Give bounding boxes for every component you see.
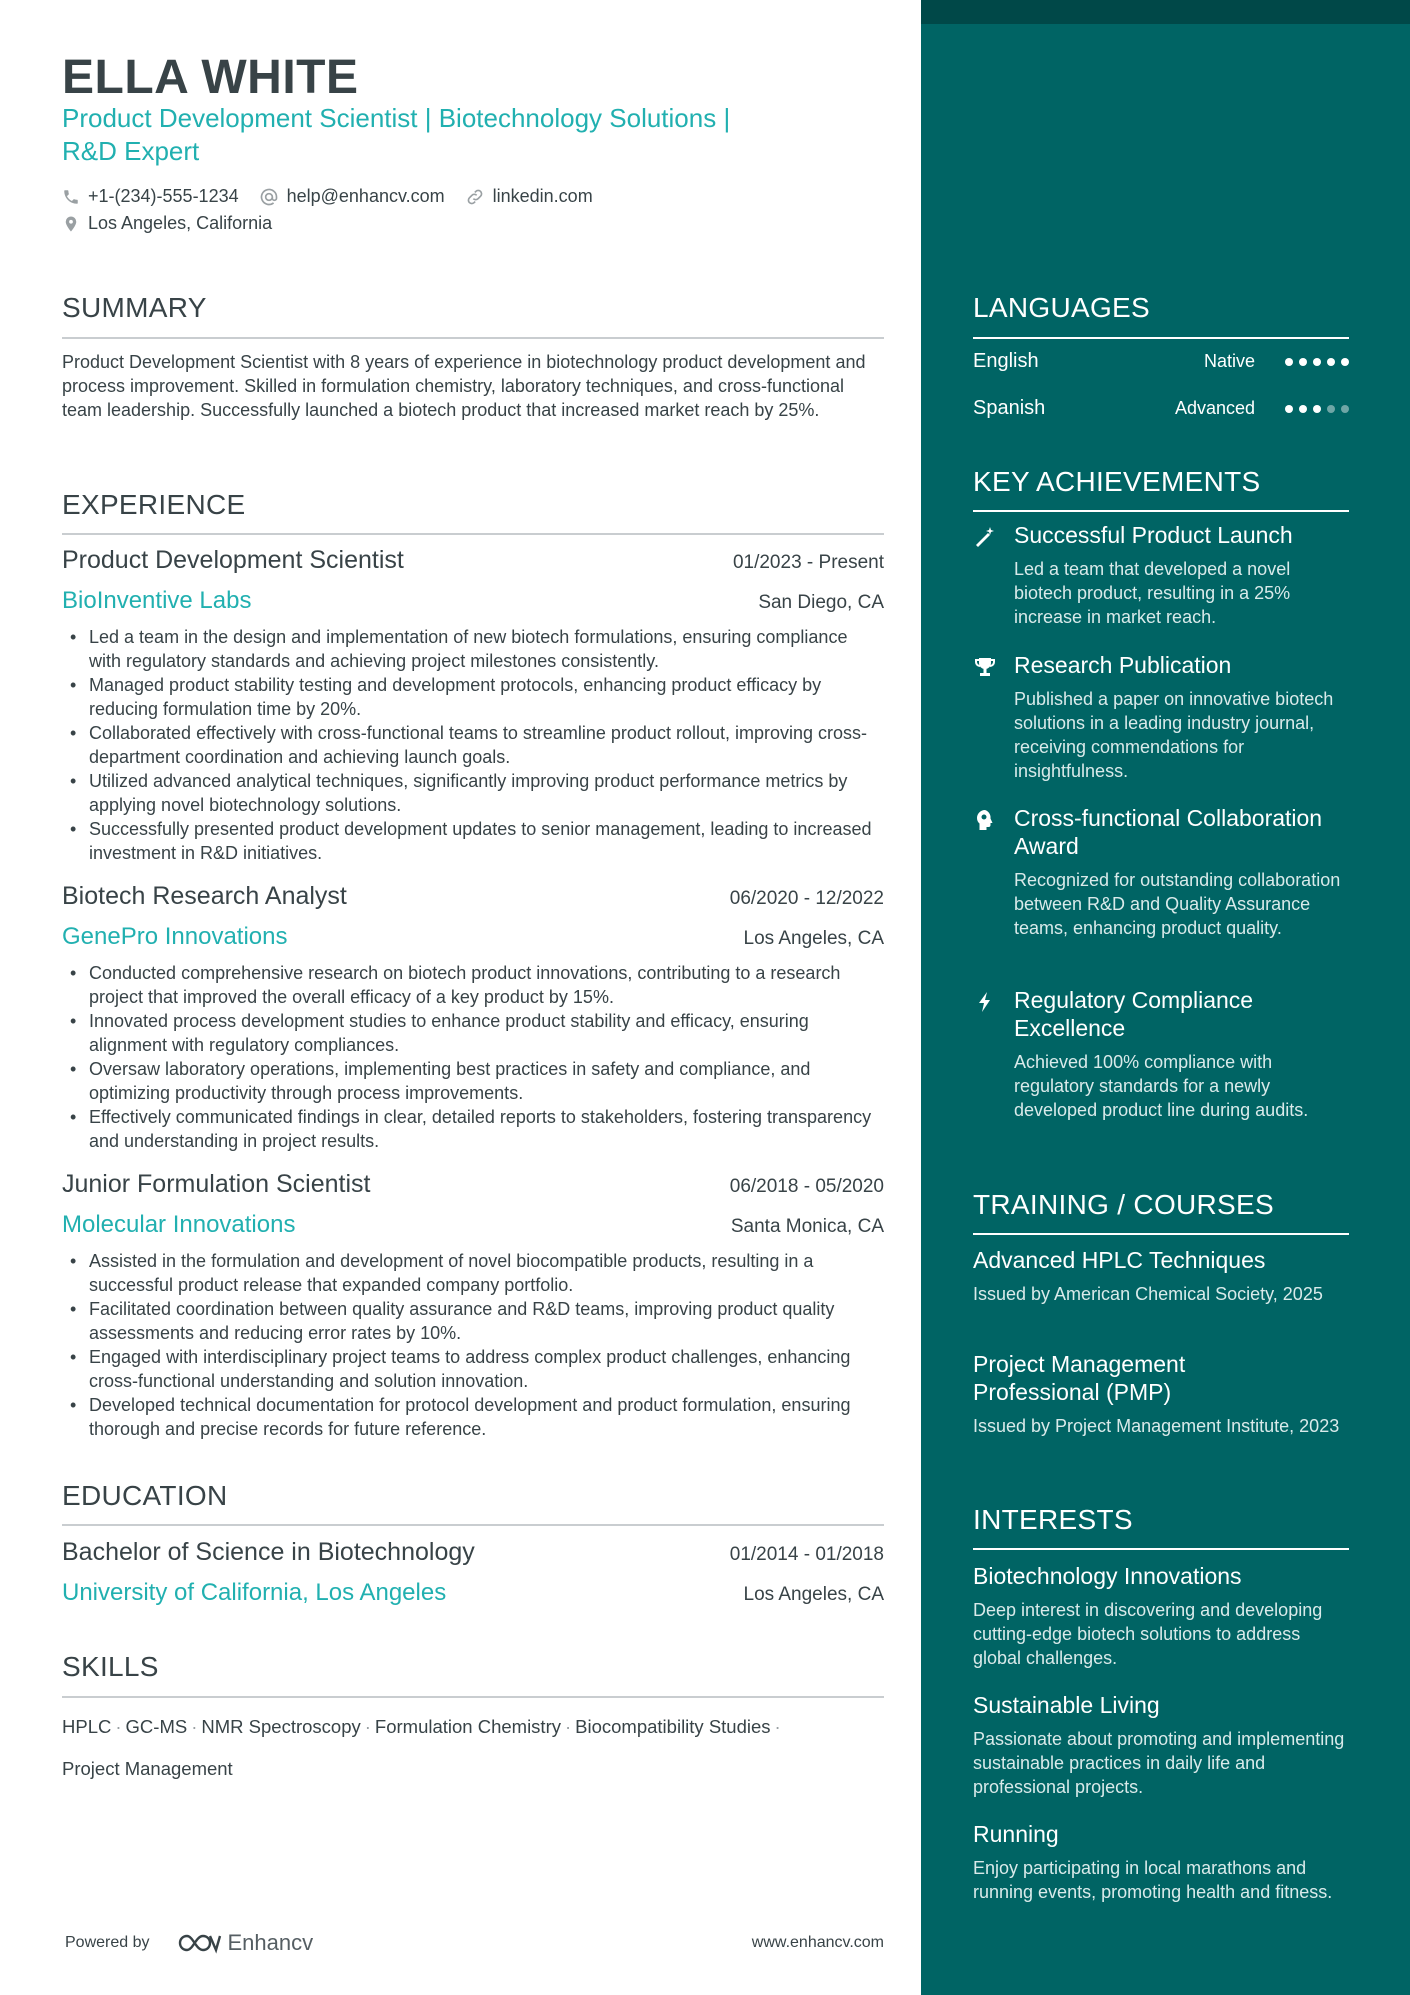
proficiency-dots bbox=[1279, 358, 1349, 366]
proficiency-dot-filled bbox=[1341, 358, 1349, 366]
interest-description: Enjoy participating in local marathons and running events, promoting health and fitness. bbox=[973, 1858, 1333, 1902]
interest-title: Sustainable Living bbox=[973, 1692, 1160, 1718]
skill-item: NMR Spectroscopy bbox=[201, 1716, 361, 1737]
sidebar-top-band bbox=[921, 0, 1410, 24]
school: University of California, Los Angeles bbox=[62, 1579, 447, 1606]
job-company: GenePro Innovations bbox=[62, 923, 288, 950]
interest-description: Passionate about promoting and implementing sustainable practices in daily life and professional projects. bbox=[973, 1729, 1345, 1797]
interests-divider bbox=[973, 1548, 1349, 1550]
proficiency-dot-filled bbox=[1327, 358, 1335, 366]
training-item bbox=[973, 1246, 1349, 1306]
education-location: Los Angeles, CA bbox=[743, 1584, 884, 1605]
skill-item: GC-MS bbox=[125, 1716, 188, 1737]
proficiency-dot-filled bbox=[1285, 405, 1293, 413]
enhancv-logo[interactable] bbox=[176, 1930, 314, 1956]
interest-item bbox=[973, 1562, 1349, 1670]
job-location: San Diego, CA bbox=[758, 592, 884, 613]
training-issuer: Issued by American Chemical Society, 2025 bbox=[973, 1284, 1323, 1304]
language-name: English bbox=[973, 350, 1039, 372]
experience-divider bbox=[62, 533, 884, 535]
skill-item: Biocompatibility Studies bbox=[575, 1716, 771, 1737]
interest-item bbox=[973, 1691, 1349, 1799]
headline bbox=[62, 102, 822, 168]
job-bullet: • Oversaw laboratory operations, implementing best practices in safety and compliance, and optimizing productivity through process improvements. bbox=[62, 1057, 884, 1105]
job-bullet: • Facilitated coordination between quality assurance and R&D teams, improving product quality assessments and reducing error rates by 10%. bbox=[62, 1297, 884, 1345]
education-entry bbox=[62, 1538, 884, 1607]
training-name: Project Management Professional (PMP) bbox=[973, 1351, 1186, 1405]
job-dates: 06/2020 - 12/2022 bbox=[729, 888, 884, 909]
achievement-item bbox=[973, 986, 1349, 1122]
experience-title: EXPERIENCE bbox=[62, 489, 246, 520]
skill-separator: · bbox=[774, 1716, 781, 1737]
job-entry-2 bbox=[62, 882, 884, 1153]
email-contact[interactable] bbox=[259, 186, 445, 207]
achievement-item bbox=[973, 521, 1349, 629]
language-name: Spanish bbox=[973, 397, 1046, 419]
interests-title: INTERESTS bbox=[973, 1504, 1133, 1535]
training-item bbox=[973, 1350, 1349, 1438]
job-bullet: • Led a team in the design and implementation of new biotech formulations, ensuring compliance with regulatory standards and achieving project milestones consistently. bbox=[62, 625, 884, 673]
interest-title: Biotechnology Innovations bbox=[973, 1563, 1242, 1589]
phone-contact[interactable] bbox=[62, 186, 239, 207]
website-link[interactable]: www.enhancv.com bbox=[751, 1934, 884, 1951]
training-title: TRAINING / COURSES bbox=[973, 1189, 1274, 1220]
proficiency-dot-empty bbox=[1327, 405, 1335, 413]
headline-line-2: R&D Expert bbox=[62, 136, 200, 166]
job-bullet: • Engaged with interdisciplinary project teams to address complex product challenges, enhancing cross-functional understanding and solution innovation. bbox=[62, 1345, 884, 1393]
skill-item: HPLC bbox=[62, 1716, 112, 1737]
job-dates: 01/2023 - Present bbox=[732, 552, 884, 573]
sidebar bbox=[921, 0, 1410, 1995]
achievement-description: Led a team that developed a novel biotech product, resulting in a 25% increase in market reach. bbox=[1014, 559, 1291, 627]
skill-separator: · bbox=[364, 1716, 371, 1737]
headline-line-1: Product Development Scientist | Biotechnology Solutions | bbox=[62, 103, 731, 133]
skills-list bbox=[62, 1706, 884, 1790]
summary-title: SUMMARY bbox=[62, 292, 207, 323]
link-icon bbox=[465, 187, 485, 207]
job-bullet: • Innovated process development studies to enhance product stability and efficacy, ensuring alignment with regulatory compliances. bbox=[62, 1009, 884, 1057]
skill-separator: · bbox=[191, 1716, 198, 1737]
job-bullet: • Managed product stability testing and development protocols, enhancing product efficacy by reducing formulation time by 20%. bbox=[62, 673, 884, 721]
location-row bbox=[62, 213, 292, 234]
job-bullet: • Developed technical documentation for protocol development and product formulation, ensuring thorough and precise records for future reference. bbox=[62, 1393, 884, 1441]
powered-by-label: Powered by bbox=[65, 1934, 150, 1951]
job-bullet: • Conducted comprehensive research on biotech product innovations, contributing to a research project that improved the overall efficacy of a key product by 15%. bbox=[62, 961, 884, 1009]
proficiency-dot-filled bbox=[1299, 358, 1307, 366]
enhancv-wordmark: Enhancv bbox=[227, 1930, 314, 1955]
summary-text: Product Development Scientist with 8 years of experience in biotechnology product development and process improvement. Skilled in formulation chemistry, laboratory techniques, and cross-functional team leadership. Successfully launched a biotech product that increased market reach by 25%. bbox=[62, 352, 866, 420]
training-name: Advanced HPLC Techniques bbox=[973, 1247, 1266, 1273]
enhancv-logo-icon bbox=[176, 1932, 222, 1954]
achievement-description: Recognized for outstanding collaboration between R&D and Quality Assurance teams, enhancing product quality. bbox=[1014, 870, 1341, 938]
degree: Bachelor of Science in Biotechnology bbox=[62, 1538, 475, 1566]
location-text: Los Angeles, California bbox=[88, 213, 273, 233]
job-location: Los Angeles, CA bbox=[743, 928, 884, 949]
linkedin-text: linkedin.com bbox=[492, 186, 593, 206]
proficiency-dot-empty bbox=[1341, 405, 1349, 413]
job-dates: 06/2018 - 05/2020 bbox=[729, 1176, 884, 1197]
job-title: Biotech Research Analyst bbox=[62, 882, 347, 910]
job-bullets bbox=[62, 961, 884, 1153]
proficiency-dot-filled bbox=[1313, 358, 1321, 366]
language-level: Native bbox=[1203, 351, 1255, 371]
job-entry-3 bbox=[62, 1170, 884, 1441]
achievement-title: Regulatory Compliance Excellence bbox=[1014, 987, 1254, 1041]
trophy-icon bbox=[973, 655, 997, 679]
contact-row bbox=[62, 186, 613, 207]
skill-item: Project Management bbox=[62, 1758, 233, 1779]
job-title: Product Development Scientist bbox=[62, 546, 404, 574]
language-row-spanish bbox=[973, 397, 1349, 420]
achievement-description: Achieved 100% compliance with regulatory standards for a newly developed product line during audits. bbox=[1014, 1052, 1309, 1120]
job-location: Santa Monica, CA bbox=[730, 1216, 884, 1237]
proficiency-dot-filled bbox=[1285, 358, 1293, 366]
job-company: Molecular Innovations bbox=[62, 1211, 296, 1238]
summary-divider bbox=[62, 337, 884, 339]
phone-icon bbox=[62, 188, 80, 206]
training-divider bbox=[973, 1233, 1349, 1235]
job-company: BioInventive Labs bbox=[62, 587, 252, 614]
training-issuer: Issued by Project Management Institute, 2023 bbox=[973, 1416, 1340, 1436]
education-title: EDUCATION bbox=[62, 1480, 228, 1511]
achievement-description: Published a paper on innovative biotech solutions in a leading industry journal, receiving commendations for insightfulness. bbox=[1014, 689, 1334, 781]
linkedin-contact[interactable] bbox=[465, 186, 593, 207]
skill-separator: · bbox=[564, 1716, 572, 1737]
job-bullet: • Successfully presented product development updates to senior management, leading to increased investment in R&D initiatives. bbox=[62, 817, 884, 865]
skill-separator: · bbox=[115, 1716, 122, 1737]
language-level: Advanced bbox=[1174, 398, 1255, 418]
interest-title: Running bbox=[973, 1821, 1059, 1847]
footer bbox=[62, 1930, 884, 1956]
at-icon bbox=[259, 187, 279, 207]
job-title: Junior Formulation Scientist bbox=[62, 1170, 371, 1198]
achievement-item bbox=[973, 651, 1349, 783]
interest-item bbox=[973, 1820, 1349, 1904]
job-bullet: • Assisted in the formulation and development of novel biocompatible products, resulting in a successful product release that expanded company portfolio. bbox=[62, 1249, 884, 1297]
education-dates: 01/2014 - 01/2018 bbox=[729, 1544, 884, 1565]
proficiency-dot-filled bbox=[1313, 405, 1321, 413]
job-bullet: • Utilized advanced analytical techniques, significantly improving product performance metrics by applying novel biotechnology solutions. bbox=[62, 769, 884, 817]
proficiency-dots bbox=[1279, 405, 1349, 413]
achievements-title: KEY ACHIEVEMENTS bbox=[973, 466, 1261, 497]
achievement-title: Research Publication bbox=[1014, 652, 1232, 678]
lightning-icon bbox=[973, 990, 997, 1014]
location-contact bbox=[62, 213, 272, 234]
education-divider bbox=[62, 1524, 884, 1526]
languages-title: LANGUAGES bbox=[973, 292, 1150, 323]
job-bullet: • Collaborated effectively with cross-functional teams to streamline product rollout, improving cross-department coordination and achieving launch goals. bbox=[62, 721, 884, 769]
skills-divider bbox=[62, 1696, 884, 1698]
candidate-name: ELLA WHITE bbox=[62, 51, 359, 104]
location-pin-icon bbox=[62, 214, 80, 234]
email-text: help@enhancv.com bbox=[286, 186, 445, 206]
achievement-item bbox=[973, 804, 1349, 940]
job-bullets bbox=[62, 1249, 884, 1441]
magic-wand-icon bbox=[973, 525, 997, 549]
achievement-title: Cross-functional Collaboration Award bbox=[1014, 805, 1323, 859]
interest-description: Deep interest in discovering and developing cutting-edge biotech solutions to address global challenges. bbox=[973, 1600, 1323, 1668]
languages-divider bbox=[973, 337, 1349, 339]
job-bullet: • Effectively communicated findings in clear, detailed reports to stakeholders, fostering transparency and understanding in project results. bbox=[62, 1105, 884, 1153]
language-row-english bbox=[973, 350, 1349, 373]
phone-text: +1-(234)-555-1234 bbox=[88, 186, 239, 206]
job-entry-1 bbox=[62, 546, 884, 865]
brain-icon bbox=[973, 808, 997, 832]
skills-title: SKILLS bbox=[62, 1651, 159, 1682]
proficiency-dot-filled bbox=[1299, 405, 1307, 413]
job-bullets bbox=[62, 625, 884, 865]
skill-item: Formulation Chemistry bbox=[374, 1716, 561, 1737]
achievement-title: Successful Product Launch bbox=[1014, 522, 1293, 548]
achievements-divider bbox=[973, 510, 1349, 512]
